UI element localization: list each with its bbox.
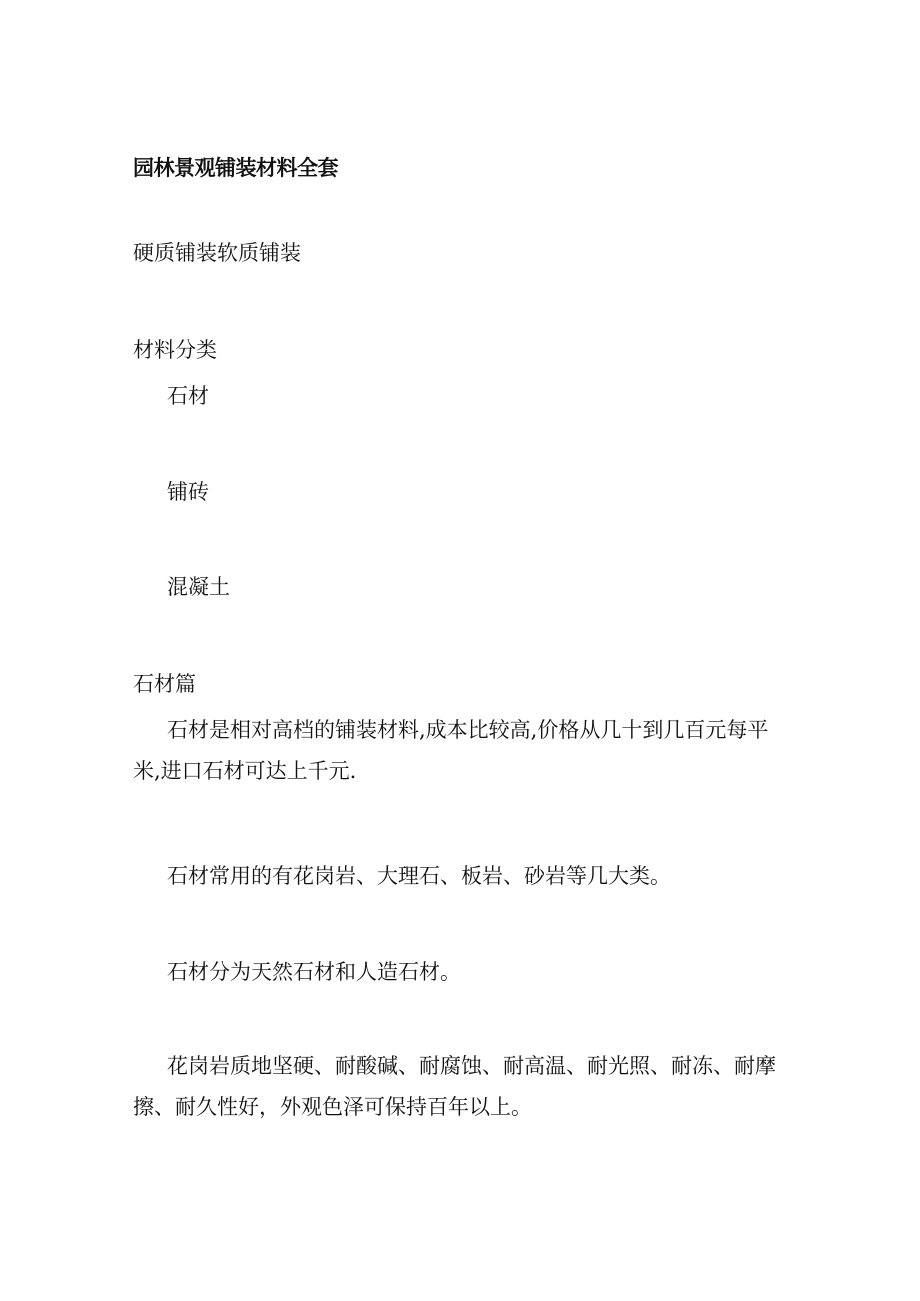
stone-section-heading: 石材篇 (133, 672, 196, 696)
category-item-brick: 铺砖 (167, 480, 209, 504)
category-item-concrete: 混凝土 (167, 575, 230, 599)
document-subtitle: 硬质铺装软质铺装 (133, 241, 301, 265)
document-title: 园林景观铺装材料全套 (133, 156, 338, 180)
stone-paragraph-origin: 石材分为天然石材和人造石材。 (167, 960, 461, 984)
stone-paragraph-granite: 花岗岩质地坚硬、耐酸碱、耐腐蚀、耐高温、耐光照、耐冻、耐摩擦、耐久性好，外观色泽可保持百年以上。 (133, 1054, 776, 1119)
categories-heading: 材料分类 (133, 338, 217, 362)
stone-paragraph-types: 石材常用的有花岗岩、大理石、板岩、砂岩等几大类。 (167, 864, 671, 888)
category-item-stone: 石材 (167, 384, 209, 408)
stone-paragraph-cost: 石材是相对高档的铺装材料,成本比较高,价格从几十到几百元每平米,进口石材可达上千元. (133, 718, 769, 783)
